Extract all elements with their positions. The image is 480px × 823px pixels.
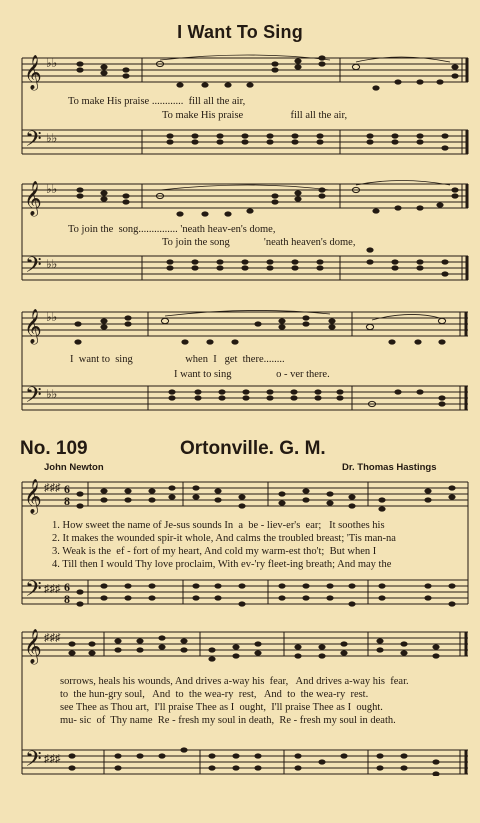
svg-text:𝄞: 𝄞 [24, 56, 42, 89]
svg-text:♯♯♯: ♯♯♯ [44, 482, 61, 494]
hymn-author: John Newton [44, 462, 104, 473]
svg-text:♯♯♯: ♯♯♯ [44, 632, 61, 644]
svg-text:♭♭: ♭♭ [46, 310, 58, 324]
svg-text:♭♭: ♭♭ [46, 182, 58, 196]
svg-text:♭♭: ♭♭ [46, 387, 58, 401]
hymn-staff-system-2 [0, 626, 480, 776]
svg-text:♭♭: ♭♭ [46, 257, 58, 271]
hymn-composer: Dr. Thomas Hastings [342, 462, 437, 473]
hymn-number: No. 109 [20, 438, 88, 459]
svg-text:𝄞: 𝄞 [24, 310, 42, 343]
hymn-verse-2-line-2: to the hun-gry soul, And to the wea-ry rest, And to the wea-ry rest. [60, 689, 369, 700]
hymn-verse-4-line-1: 4. Till then I would Thy love proclaim, With ev-'ry fleet-ing breath; And may the [52, 559, 392, 570]
song-title: I Want To Sing [177, 22, 303, 42]
svg-text:♯♯♯: ♯♯♯ [44, 753, 61, 765]
hymn-verse-2-line-1: 2. It makes the wounded spir-it whole, And calms the troubled breast; 'Tis man-na [52, 533, 396, 544]
hymn-verse-1-line-1: 1. How sweet the name of Je-sus sounds In a be - liev-er's ear; It soothes his [52, 520, 385, 531]
hymn-title: Ortonville. G. M. [180, 438, 326, 459]
song-lyric-line-1-bottom: To make His praise fill all the air, [162, 110, 348, 121]
hymn-verse-4-line-2: mu- sic of Thy name Re - fresh my soul in death, Re - fresh my soul in death. [60, 715, 396, 726]
svg-text:𝄢: 𝄢 [25, 383, 42, 412]
svg-text:♭♭: ♭♭ [46, 131, 58, 145]
svg-text:8: 8 [64, 592, 70, 606]
hymn-verse-1-line-2: sorrows, heals his wounds, And drives a-way his fear, And drives a-way his fear. [60, 676, 409, 687]
svg-text:6: 6 [64, 482, 70, 496]
svg-text:𝄞: 𝄞 [24, 480, 42, 513]
song-lyric-line-3-top: I want to sing when I get there........ [70, 354, 285, 365]
hymn-verse-3-line-2: see Thee as Thou art, I'll praise Thee as I ought, I'll praise Thee as I ought. [60, 702, 383, 713]
song-lyric-line-2-bottom: To join the song 'neath heaven's dome, [162, 237, 356, 248]
svg-text:𝄢: 𝄢 [25, 127, 42, 156]
svg-text:𝄢: 𝄢 [25, 577, 42, 606]
svg-text:8: 8 [64, 494, 70, 508]
svg-text:6: 6 [64, 580, 70, 594]
song-lyric-line-1-top: To make His praise ............ fill all the air, [68, 96, 246, 107]
svg-text:♭♭: ♭♭ [46, 56, 58, 70]
hymn-verse-3-line-1: 3. Weak is the ef - fort of my heart, And cold my warm-est tho't; But when I [52, 546, 377, 557]
svg-text:𝄢: 𝄢 [25, 747, 42, 776]
svg-text:𝄞: 𝄞 [24, 630, 42, 663]
svg-text:𝄢: 𝄢 [25, 253, 42, 282]
svg-text:♯♯♯: ♯♯♯ [44, 583, 61, 595]
song-lyric-line-3-bottom: I want to sing o - ver there. [174, 369, 330, 380]
svg-text:𝄞: 𝄞 [24, 182, 42, 215]
song-lyric-line-2-top: To join the song............... 'neath heav-en's dome, [68, 224, 276, 235]
